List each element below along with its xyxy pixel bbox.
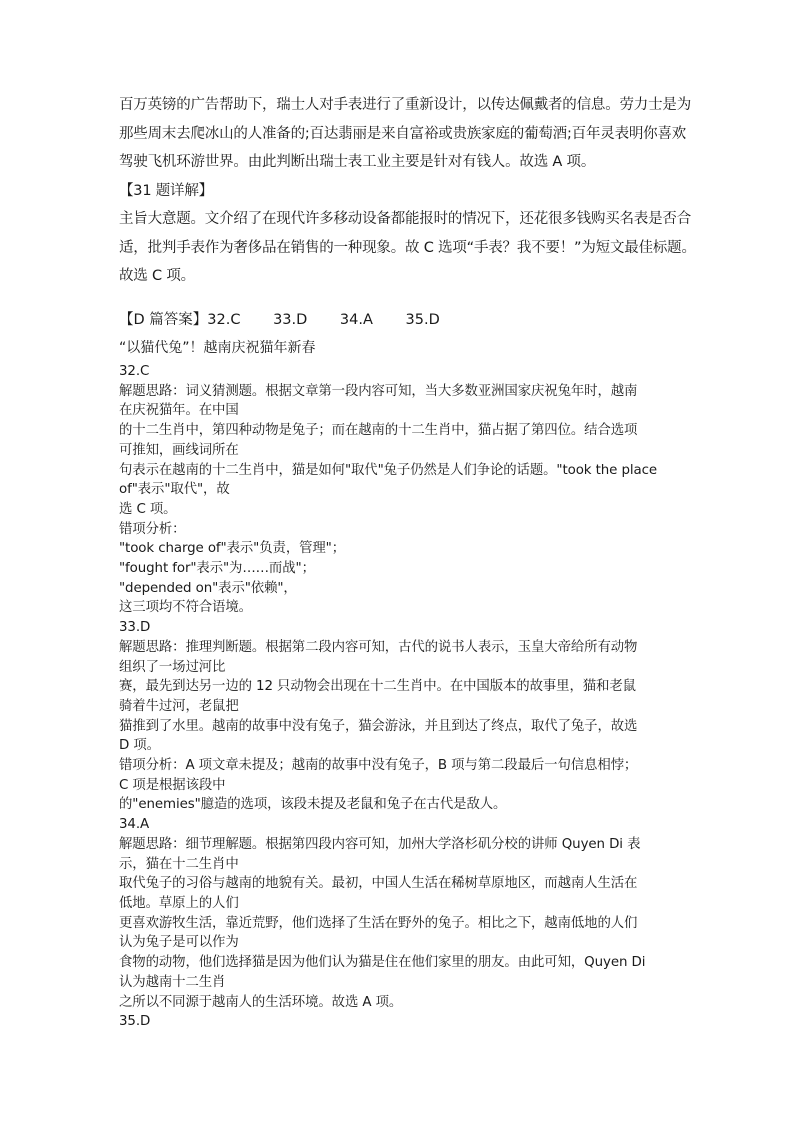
answer-label: 【D 篇答案】32.C <box>119 312 241 328</box>
explanation-line: 错项分析： <box>119 521 186 537</box>
explanation-line: 的"enemies"臆造的选项，该段未提及老鼠和兔子在古代是敌人。 <box>119 797 507 813</box>
explanation-line: 解题思路：推理判断题。根据第二段内容可知，古代的说书人表示，玉皇大帝给所有动物 <box>119 639 638 655</box>
explanation-line: 示，猫在十二生肖中 <box>119 856 239 872</box>
passage-title: “以猫代兔”！越南庆祝猫年新春 <box>119 340 316 356</box>
answer-explanations <box>119 362 699 1032</box>
text-line: 百万英镑的广告帮助下，瑞士人对手表进行了重新设计，以传达佩戴者的信息。劳力士是为 <box>119 97 691 113</box>
explanation-line: 句表示在越南的十二生肖中，猫是如何"取代"兔子仍然是人们争论的话题。"took the place <box>119 462 657 478</box>
explanation-line: 认为兔子是可以作为 <box>119 935 239 951</box>
explanation-line: 之所以不同源于越南人的生活环境。故选 A 项。 <box>119 994 403 1010</box>
explanation-paragraph-30 <box>119 91 699 291</box>
explanation-line: 可推知，画线词所在 <box>119 442 239 458</box>
answer-item: 35.D <box>405 312 440 328</box>
answer-item: 33.D <box>273 312 308 328</box>
explanation-line: C 项是根据该段中 <box>119 777 226 793</box>
d-passage-answers <box>119 310 699 330</box>
text-line: 主旨大意题。文介绍了在现代许多移动设备都能报时的情况下，还花很多钱购买名表是否合 <box>119 211 691 227</box>
explanation-line: 组织了一场过河比 <box>119 659 226 675</box>
explanation-line: 33.D <box>119 620 151 636</box>
explanation-line: 错项分析：A 项文章未提及；越南的故事中没有兔子，B 项与第二段最后一句信息相悖； <box>119 758 638 774</box>
explanation-line: of"表示"取代"，故 <box>119 482 230 498</box>
explanation-line: "took charge of"表示"负责，管理"； <box>119 541 346 557</box>
explanation-line: 35.D <box>119 1014 151 1030</box>
explanation-line: 34.A <box>119 817 150 833</box>
explanation-line: 猫推到了水里。越南的故事中没有兔子，猫会游泳，并且到达了终点，取代了兔子，故选 <box>119 718 638 734</box>
explanation-line: "depended on"表示"依赖"， <box>119 580 297 596</box>
explanation-line: 取代兔子的习俗与越南的地貌有关。最初，中国人生活在稀树草原地区，而越南人生活在 <box>119 876 638 892</box>
explanation-line: 赛，最先到达另一边的 12 只动物会出现在十二生肖中。在中国版本的故事里，猫和老鼠 <box>119 679 636 695</box>
explanation-line: 低地。草原上的人们 <box>119 895 239 911</box>
text-line: 驾驶飞机环游世界。由此判断出瑞士表工业主要是针对有钱人。故选 A 项。 <box>119 154 596 170</box>
explanation-line: 食物的动物，他们选择猫是因为他们认为猫是住在他们家里的朋友。由此可知，Quyen Di <box>119 955 646 971</box>
answer-item: 34.A <box>339 312 373 328</box>
explanation-line: 的十二生肖中，第四种动物是兔子；而在越南的十二生肖中，猫占据了第四位。结合选项 <box>119 423 638 439</box>
explanation-line: 32.C <box>119 364 150 379</box>
explanation-line: 更喜欢游牧生活，靠近荒野，他们选择了生活在野外的兔子。相比之下，越南低地的人们 <box>119 915 638 931</box>
explanation-line: 解题思路：词义猜测题。根据文章第一段内容可知，当大多数亚洲国家庆祝兔年时，越南 <box>119 383 638 399</box>
explanation-line: 选 C 项。 <box>119 501 177 517</box>
explanation-line: 认为越南十二生肖 <box>119 974 226 990</box>
text-line: 适，批判手表作为奢侈品在销售的一种现象。故 C 选项“手表？我不要！”为短文最佳标题。 <box>119 239 696 256</box>
explanation-line: "fought for"表示"为……而战"； <box>119 561 315 577</box>
explanation-line: D 项。 <box>119 738 160 754</box>
explanation-line: 在庆祝猫年。在中国 <box>119 403 239 419</box>
explanation-line: 这三项均不符合语境。 <box>119 600 252 616</box>
section-heading-31: 【31 题详解】 <box>119 182 213 199</box>
explanation-line: 解题思路：细节理解题。根据第四段内容可知，加州大学洛杉矶分校的讲师 Quyen Di 表 <box>119 836 641 852</box>
explanation-line: 骑着牛过河，老鼠把 <box>119 698 239 714</box>
text-line: 故选 C 项。 <box>119 268 195 284</box>
text-line: 那些周末去爬冰山的人准备的;百达翡丽是来自富裕或贵族家庭的葡萄酒;百年灵表明你喜欢 <box>119 125 687 142</box>
